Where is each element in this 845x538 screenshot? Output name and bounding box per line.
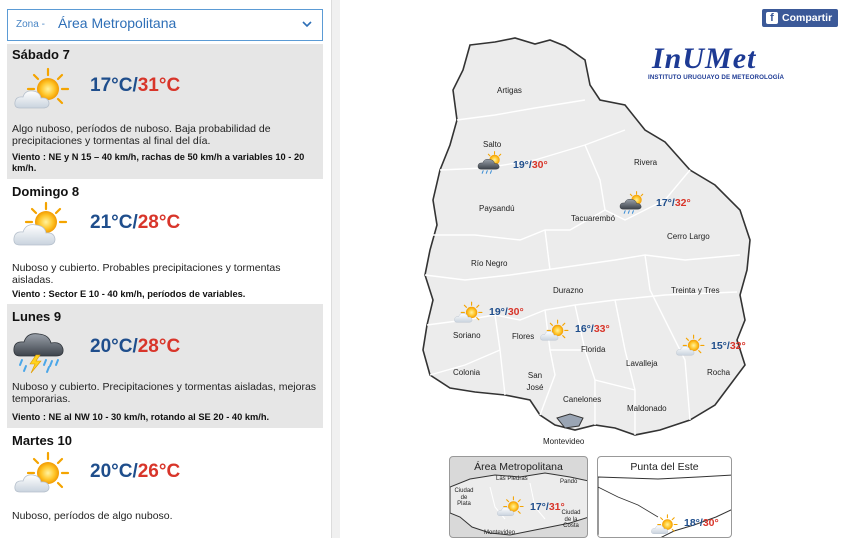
forecast-panel xyxy=(0,0,330,538)
panel-divider xyxy=(331,0,340,538)
rain-sun-icon xyxy=(619,190,651,216)
temp-min: 21°C xyxy=(90,212,133,233)
day-temperatures: 17°C/31°C xyxy=(90,75,181,96)
day-forecast-saturday xyxy=(7,44,323,179)
day-temperatures: 21°C/28°C xyxy=(90,212,181,233)
dept-salto: Salto xyxy=(483,140,502,149)
dept-durazno: Durazno xyxy=(553,286,584,295)
dept-soriano: Soriano xyxy=(453,331,481,340)
map-temp-salto: 19°/30° xyxy=(513,159,548,171)
temp-max: 28°C xyxy=(137,212,181,233)
map-temp-tacuarembo: 17°/32° xyxy=(656,197,691,209)
dept-canelones: Canelones xyxy=(563,395,602,404)
dept-rocha: Rocha xyxy=(707,368,731,377)
temp-min: 17°C xyxy=(90,75,133,96)
dept-maldonado: Maldonado xyxy=(627,404,667,413)
logo-subtitle: INSTITUTO URUGUAYO DE METEOROLOGÍA xyxy=(648,74,785,81)
temp-max: 28°C xyxy=(137,336,181,357)
day-forecast-monday xyxy=(7,304,323,428)
zone-select-label: Zona - xyxy=(16,19,45,30)
logo-wordmark: InUMet xyxy=(652,42,757,75)
dept-tacuarembo: Tacuarembó xyxy=(571,214,616,223)
dept-flores: Flores xyxy=(512,332,535,341)
dept-florida: Florida xyxy=(581,345,606,354)
inset-label-las-piedras: Las Piedras xyxy=(496,476,528,482)
inset-punta-del-este[interactable] xyxy=(597,456,732,538)
day-name: Sábado 7 xyxy=(12,47,70,62)
partly-cloudy-sun-icon xyxy=(12,450,74,498)
dept-san-jose: San José xyxy=(526,371,544,392)
sun-behind-cloud-icon xyxy=(12,201,74,249)
partly-cloudy-sun-icon xyxy=(453,300,485,326)
inset-title: Punta del Este xyxy=(630,461,699,473)
partly-cloudy-sun-icon xyxy=(12,66,74,114)
day-wind: Viento : NE y N 15 – 40 km/h, rachas de 50 km/h a variables 10 - 20 km/h. xyxy=(12,152,305,173)
dept-artigas: Artigas xyxy=(497,86,522,95)
dept-colonia: Colonia xyxy=(453,368,481,377)
temp-min: 20°C xyxy=(90,461,133,482)
uruguay-map xyxy=(345,30,765,450)
map-temp-florida: 16°/33° xyxy=(575,323,610,335)
day-description: Algo nuboso, períodos de nuboso. Baja probabilidad de precipitaciones y tormentas al final del día. xyxy=(12,123,271,147)
inset-label-pando: Pando xyxy=(560,479,578,485)
partly-cloudy-sun-icon xyxy=(650,513,680,537)
map-temp-soriano: 19°/30° xyxy=(489,306,524,318)
dept-cerro-largo: Cerro Largo xyxy=(667,232,710,241)
dept-montevideo: Montevideo xyxy=(543,437,585,446)
thunderstorm-icon xyxy=(12,326,74,374)
day-forecast-sunday xyxy=(7,179,323,304)
day-wind: Viento : NE al NW 10 - 30 km/h, rotando al SE 20 - 40 km/h. xyxy=(12,412,270,422)
facebook-icon: f xyxy=(766,12,778,24)
temp-max: 26°C xyxy=(137,461,181,482)
dept-rivera: Rivera xyxy=(634,158,658,167)
inset-temp: 17°/31° xyxy=(530,501,565,513)
inset-temp: 18°/30° xyxy=(684,517,719,529)
day-description: Nuboso y cubierto. Probables precipitaciones y tormentas aisladas. xyxy=(12,262,281,286)
rain-sun-icon xyxy=(477,150,509,176)
day-description: Nuboso y cubierto. Precipitaciones y tormentas aisladas, mejoras temporarias. xyxy=(12,381,317,405)
day-wind: Viento : Sector E 10 - 40 km/h, períodos de variables. xyxy=(12,289,246,299)
inset-label-ciudad-de-plata: Ciudad de Plata xyxy=(454,488,474,507)
zone-select-value: Área Metropolitana xyxy=(58,15,177,31)
day-temperatures: 20°C/26°C xyxy=(90,461,181,482)
partly-cloudy-sun-icon xyxy=(675,333,707,359)
day-temperatures: 20°C/28°C xyxy=(90,336,181,357)
partly-cloudy-sun-icon xyxy=(539,318,571,344)
inset-label-ciudad-de-la-costa: Ciudad de la Costa xyxy=(561,510,581,529)
day-forecast-tuesday xyxy=(7,428,323,538)
dept-treinta-y-tres: Treinta y Tres xyxy=(671,286,720,295)
inset-label-montevideo: Montevideo xyxy=(484,530,516,536)
temp-max: 31°C xyxy=(137,75,181,96)
share-label: Compartir xyxy=(782,12,833,24)
inset-area-metropolitana[interactable] xyxy=(449,456,588,538)
facebook-share-button[interactable] xyxy=(762,9,838,27)
day-name: Martes 10 xyxy=(12,433,72,448)
dept-lavalleja: Lavalleja xyxy=(626,359,658,368)
partly-cloudy-sun-icon xyxy=(496,495,526,519)
chevron-down-icon[interactable] xyxy=(302,19,312,29)
day-description: Nuboso, períodos de algo nuboso. xyxy=(12,510,173,522)
zone-select[interactable] xyxy=(7,9,323,41)
inset-title: Área Metropolitana xyxy=(474,461,563,473)
day-name: Domingo 8 xyxy=(12,184,80,199)
map-temp-rocha: 15°/32° xyxy=(711,340,746,352)
dept-paysandu: Paysandú xyxy=(479,204,515,213)
temp-min: 20°C xyxy=(90,336,133,357)
dept-rio-negro: Río Negro xyxy=(471,259,508,268)
day-name: Lunes 9 xyxy=(12,309,62,324)
